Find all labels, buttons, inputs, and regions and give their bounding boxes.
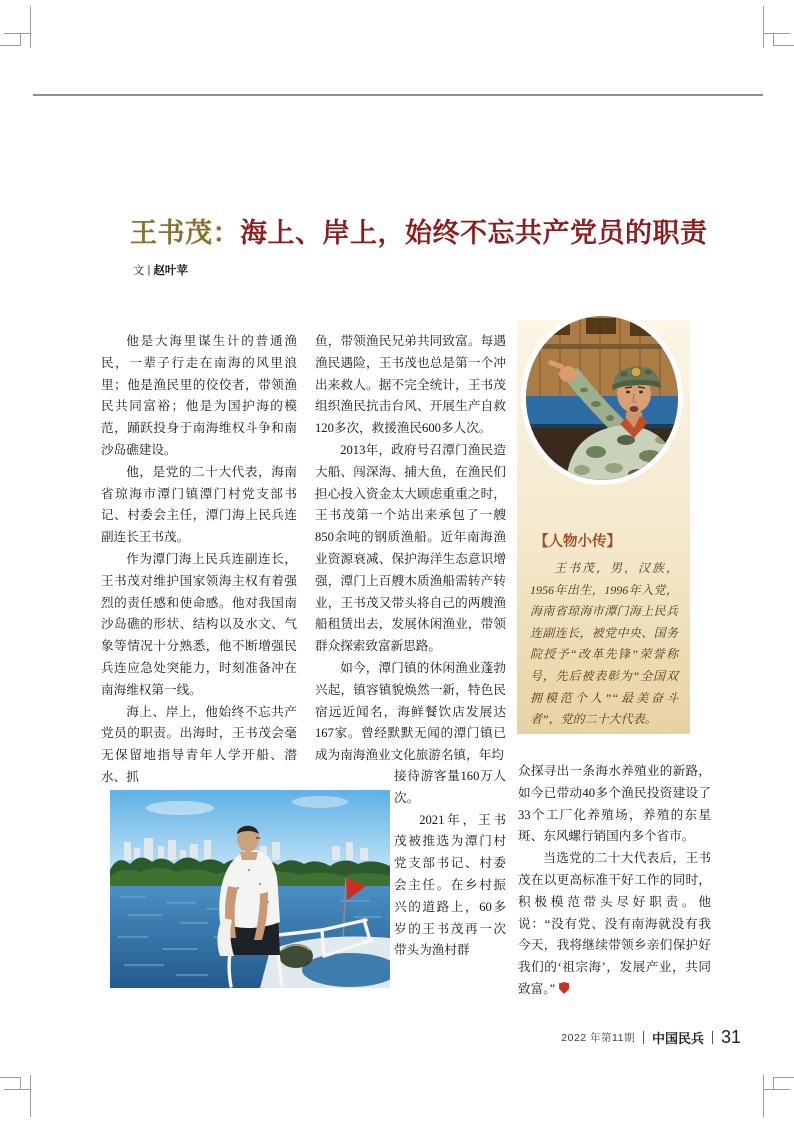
crop-mark — [773, 34, 774, 46]
article-end-icon — [559, 982, 569, 994]
header-rule — [33, 94, 763, 96]
paragraph: 海上、岸上，他始终不忘共产党员的职责。出海时，王书茂会毫无保留地指导青年人学开船、潜水、抓 — [101, 704, 297, 784]
footer-separator — [643, 1031, 644, 1044]
paragraph — [518, 848, 711, 1001]
article-title — [130, 211, 708, 250]
crop-mark — [20, 34, 21, 46]
paragraph-text: 当选党的二十大代表后，王书茂在以更高标准干好工作的同时，积极模范带头尽好职责。他说：“没有党、没有南海就没有我今天，我将继续带领乡亲们保护好我们的‘祖宗海’，发展产业，共同致富。” — [518, 851, 711, 996]
body-column-3 — [518, 761, 711, 1001]
crop-mark — [763, 33, 790, 34]
boat-photo-art — [110, 790, 390, 988]
byline — [133, 262, 188, 278]
footer-page-number: 31 — [720, 1027, 741, 1047]
footer-magazine-name: 中国民兵 — [651, 1031, 704, 1046]
crop-mark — [4, 1089, 31, 1090]
paragraph: 他是大海里谋生计的普通渔民，一辈子行走在南海的风里浪里；他是渔民里的佼佼者，带领渔民共同富裕；他是为国护海的模范，踊跃投身于南海维权斗争和南沙岛礁建设。 — [101, 334, 297, 457]
crop-mark — [0, 45, 21, 46]
footer-issue: 2022 年第11期 — [561, 1032, 635, 1044]
body-column-1 — [101, 331, 297, 789]
bio-box-title: 【人物小传】 — [534, 534, 621, 550]
byline-separator: | — [147, 264, 151, 276]
crop-mark — [0, 1077, 21, 1078]
footer-separator — [712, 1031, 713, 1044]
paragraph: 众探寻出一条海水养殖业的新路，如今已带动40多个渔民投资建设了33个工厂化养殖场，养殖的东星斑、东风螺行销国内多个省市。 — [518, 764, 711, 844]
byline-prefix: 文 — [133, 265, 145, 277]
crop-mark — [4, 33, 31, 34]
article-title-rest: 海上、岸上，始终不忘共产党员的职责 — [240, 218, 708, 248]
crop-mark — [773, 45, 794, 46]
crop-mark — [773, 1077, 774, 1089]
paragraph: 接待游客量160万人次。 — [394, 769, 506, 805]
crop-mark — [773, 1077, 794, 1078]
portrait-photo-art — [526, 316, 678, 480]
crop-mark — [30, 6, 31, 48]
crop-mark — [20, 1077, 21, 1089]
crop-mark — [763, 6, 764, 48]
crop-mark — [30, 1075, 31, 1117]
crop-mark — [763, 1075, 764, 1117]
page-footer — [561, 1027, 741, 1048]
boat-photo — [110, 790, 390, 988]
article-title-name: 王书茂： — [130, 218, 240, 248]
paragraph: 2013年，政府号召潭门渔民造大船、闯深海、捕大鱼，在渔民们担心投入资金太大顾虑重重之时，王书茂第一个站出来承包了一艘850余吨的钢质渔船。近年南海渔业资源衰减、保护海洋生态意识增强，潭门上百艘木质渔船需转产转业，王书茂又带头将自己的两艘渔船租赁出去，发展休闲渔业，带领群众探索致富新思路。 — [315, 442, 506, 654]
paragraph: 如今，潭门镇的休闲渔业蓬勃兴起，镇容镇貌焕然一新，特色民宿远近闻名，海鲜餐饮店发展达167家。曾经默默无闻的潭门镇已成为南海渔业文化旅游名镇，年均 — [315, 660, 506, 763]
body-column-2 — [315, 331, 506, 767]
portrait-photo — [521, 311, 683, 485]
paragraph: 他，是党的二十大代表，海南省琼海市潭门镇潭门村党支部书记、村委会主任，潭门海上民兵连副连长王书茂。 — [101, 464, 297, 545]
paragraph: 作为潭门海上民兵连副连长，王书茂对维护国家领海主权有着强烈的责任感和使命感。他对我国南沙岛礁的形状、结构以及水文、气象等情况十分熟悉，他不断增强民兵连应急处突能力，时刻准备冲在南海维权第一线。 — [101, 551, 297, 697]
paragraph: 鱼，带领渔民兄弟共同致富。每遇渔民遇险，王书茂也总是第一个冲出来救人。据不完全统计，王书茂组织渔民抗击台风、开展生产自救120多次，救援渔民600多人次。 — [315, 334, 506, 436]
paragraph: 2021年，王书茂被推选为潭门村党支部书记、村委会主任。在乡村振兴的道路上，60多岁的王书茂再一次带头为渔村群 — [394, 812, 506, 958]
body-column-2-narrow — [394, 766, 506, 962]
crop-mark — [763, 1089, 790, 1090]
bio-box-text: 王书茂，男，汉族，1956年出生，1996年入党，海南省琼海市潭门海上民兵连副连长，被党中央、国务院授予“改革先锋”荣誉称号，先后被表彰为“全国双拥模范个人”“最美奋斗者”，党的二十大代表。 — [530, 561, 678, 727]
byline-author: 赵叶苹 — [153, 265, 188, 277]
